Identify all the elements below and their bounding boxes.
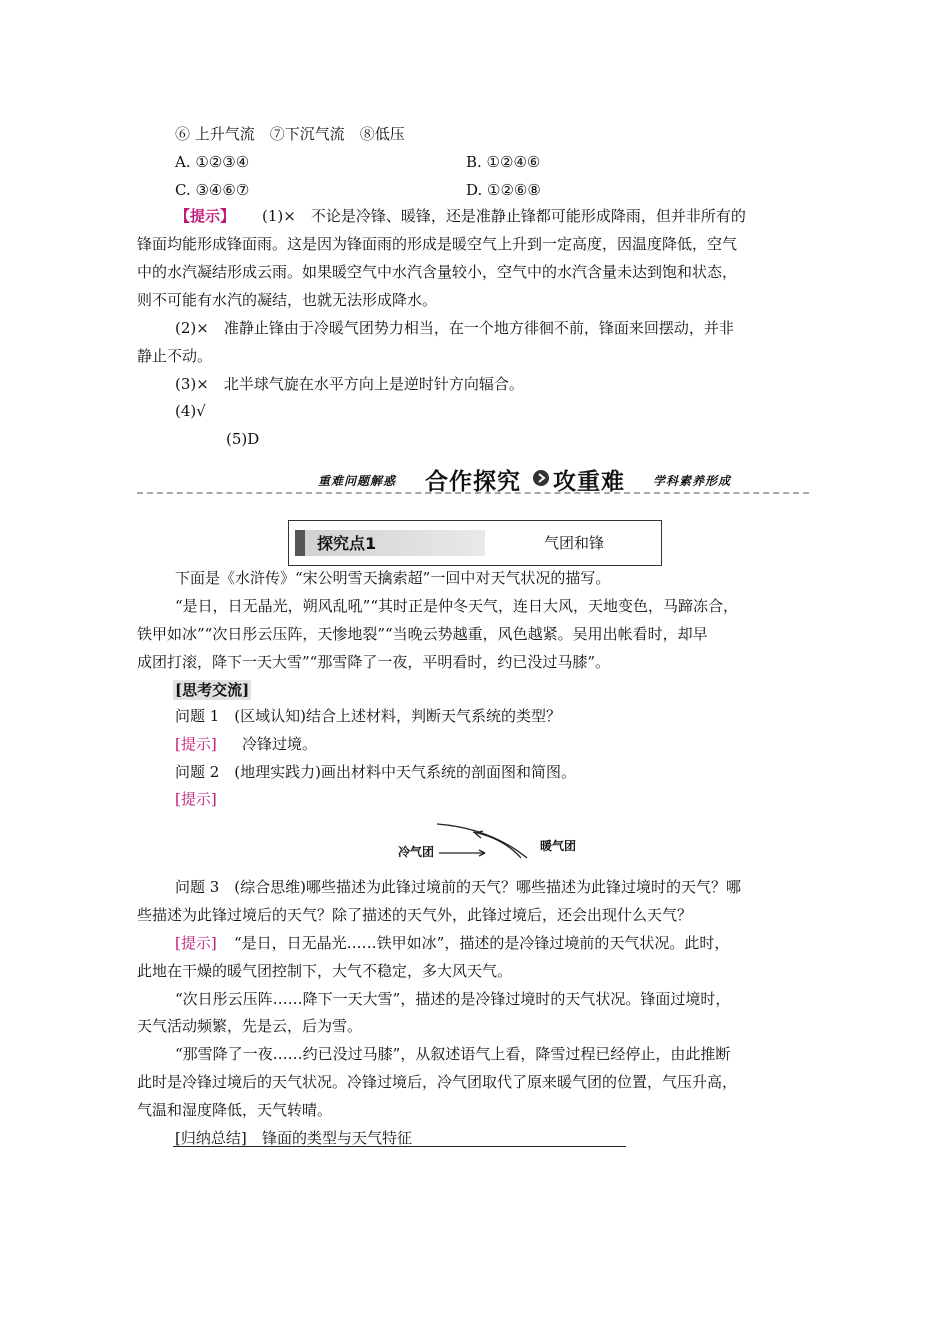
answer-2-line-a: “次日彤云压阵……降下一天大雪”，描述的是冷锋过境时的天气状况。锋面过境时，: [175, 990, 731, 1008]
section-header-box: [288, 520, 662, 566]
section-badge: 探究点1: [317, 534, 377, 553]
hint-3: (3)× 北半球气旋在水平方向上是逆时针方向辐合。: [175, 375, 524, 393]
question-2: 问题 2 (地理实践力)画出材料中天气系统的剖面图和简图。: [175, 763, 577, 781]
hint-2-line-b: 静止不动。: [137, 347, 213, 365]
section-badge-marker: [295, 530, 305, 556]
option-b: B. ①②④⑥: [466, 153, 541, 171]
option-line-678: ⑥ 上升气流 ⑦下沉气流 ⑧低压: [175, 125, 405, 143]
question-2-hint-label: [提示]: [175, 790, 217, 808]
banner-main-text-2: 攻重难: [553, 469, 625, 495]
answer-3-line-c: 气温和湿度降低，天气转晴。: [137, 1101, 333, 1119]
question-1-hint-label: [提示]: [175, 735, 217, 753]
material-p3: 成团打滚，降下一天大雪”“那雪降了一夜，平明看时，约已没过马膝”。: [137, 653, 611, 671]
section-title: 气团和锋: [544, 534, 605, 552]
think-label: [思考交流]: [175, 681, 250, 699]
warm-air-mass-label: 暖气团: [540, 839, 577, 853]
hint-1-line-c: 中的水汽凝结形成云雨。如果暖空气中水汽含量较小，空气中的水汽含量未达到饱和状态，: [137, 263, 738, 281]
question-1-answer: 冷锋过境。: [242, 735, 318, 753]
hint-2-line-a: (2)× 准静止锋由于冷暖气团势力相当，在一个地方徘徊不前，锋面来回摆动，并非: [175, 319, 734, 337]
banner-divider: [137, 492, 809, 494]
hint-1-line-a: (1)× 不论是冷锋、暖锋，还是准静止锋都可能形成降雨，但并非所有的: [262, 207, 746, 225]
summary-underline: [173, 1146, 626, 1147]
answer-1-line-b: 此地在干燥的暖气团控制下，大气不稳定，多大风天气。: [137, 962, 513, 980]
answer-2-line-b: 天气活动频繁，先是云，后为雪。: [137, 1017, 363, 1035]
option-a: A. ①②③④: [175, 153, 250, 171]
question-1: 问题 1 (区域认知)结合上述材料，判断天气系统的类型？: [175, 707, 562, 725]
hint-5: (5)D: [226, 430, 260, 448]
summary-label: [归纳总结]: [175, 1129, 247, 1147]
material-p2: 铁甲如冰”“次日彤云压阵，天惨地裂”“当晚云势越重，风色越紧。吴用出帐看时，却早: [137, 625, 708, 643]
material-intro: 下面是《水浒传》“宋公明雪天擒索超”一回中对天气状况的描写。: [175, 569, 611, 587]
question-3-line-a: 问题 3 (综合思维)哪些描述为此锋过境前的天气？哪些描述为此锋过境时的天气？哪: [175, 878, 742, 896]
banner-left-text: 重难问题解惑: [318, 474, 397, 488]
answer-3-line-b: 此时是冷锋过境后的天气状况。冷锋过境后，冷气团取代了原来暖气团的位置，气压升高，: [137, 1073, 738, 1091]
answer-3-line-a: “那雪降了一夜……约已没过马膝”，从叙述语气上看，降雪过程已经停止，由此推断: [175, 1045, 731, 1063]
cold-front-diagram: [395, 820, 595, 865]
banner-main-text-1: 合作探究: [425, 469, 521, 495]
arrow-circle-icon: [533, 470, 549, 486]
hint-4: (4)√: [175, 402, 206, 420]
banner-right-text: 学科素养形成: [653, 474, 732, 488]
question-3-hint-label: [提示]: [175, 934, 217, 952]
summary-title: 锋面的类型与天气特征: [262, 1129, 413, 1147]
answer-1-line-a: “是日，日无晶光……铁甲如冰”，描述的是冷锋过境前的天气状况。此时，: [234, 934, 730, 952]
hint-1-line-b: 锋面均能形成锋面雨。这是因为锋面雨的形成是暖空气上升到一定高度，因温度降低，空气: [137, 235, 738, 253]
material-p1: “是日，日无晶光，朔风乱吼”“其时正是仲冬天气，连日大风，天地变色，马蹄冻合，: [175, 597, 739, 615]
option-c: C. ③④⑥⑦: [175, 181, 250, 199]
option-d: D. ①②⑥⑧: [466, 181, 541, 199]
question-3-line-b: 些描述为此锋过境后的天气？除了描述的天气外，此锋过境后，还会出现什么天气？: [137, 906, 693, 924]
hint-label: 【提示】: [175, 207, 236, 225]
hint-1-line-d: 则不可能有水汽的凝结，也就无法形成降水。: [137, 291, 438, 309]
cold-air-mass-label: 冷气团: [398, 845, 435, 859]
